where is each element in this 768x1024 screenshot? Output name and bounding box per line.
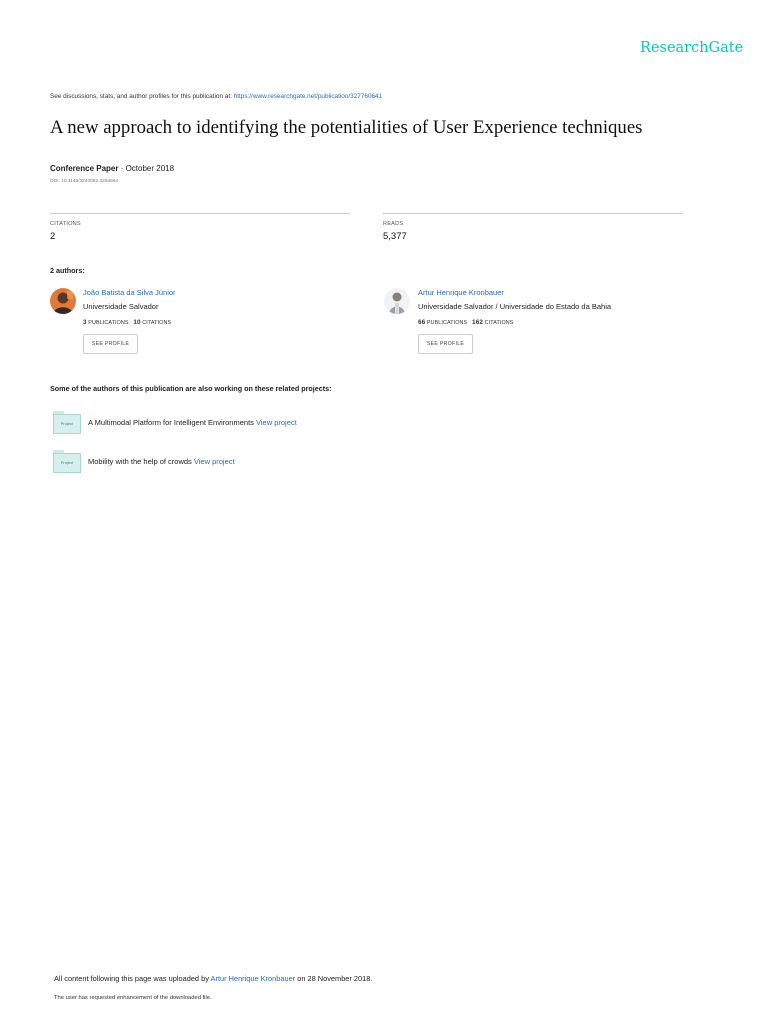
author-1-publications-label: PUBLICATIONS [86,320,129,326]
discussion-notice [50,93,382,100]
author-1-citations-label: CITATIONS [140,320,172,326]
discussion-text: See discussions, stats, and author profiles for this publication at: [50,93,234,100]
project-1-title: A Multimodal Platform for Intelligent Environments [88,418,254,427]
paper-title: A new approach to identifying the potentialities of User Experience techniques [50,117,643,138]
author-2-avatar[interactable] [384,288,410,314]
author-2-stats [418,319,513,326]
author-2-publications-count: 66 [418,319,426,326]
upload-prefix: All content following this page was uploaded by [54,974,211,983]
author-2-citations-label: CITATIONS [483,320,514,326]
project-icon-label: Project [60,421,74,426]
author-2-citations-count: 162 [472,319,484,326]
project-folder-icon[interactable] [51,411,82,435]
enhancement-note: The user has requested enhancement of the downloaded file. [54,995,212,1001]
citations-value: 2 [50,231,56,242]
reads-value: 5,377 [383,231,407,242]
author-1-stats [83,319,171,326]
project-2-item [88,457,235,466]
publication-url-link[interactable]: https://www.researchgate.net/publication/327760641 [233,93,383,100]
project-icon-label: Project [60,460,74,465]
author-1-citations-count: 10 [133,319,141,326]
author-2-publications-label: PUBLICATIONS [425,320,468,326]
author-1-name-link[interactable]: João Batista da Silva Júnior [83,288,176,297]
project-2-title: Mobility with the help of crowds [88,457,192,466]
author-1-institution: Universidade Salvador [83,302,159,311]
researchgate-logo[interactable]: ResearchGate [640,40,744,56]
publication-type-label: Conference Paper [50,164,119,173]
project-2-view-link[interactable]: View project [193,457,235,466]
upload-notice [54,974,372,983]
author-1-publications-count: 3 [83,319,87,326]
doi-text: DOI: 10.1145/3243082.3264664 [50,179,119,184]
author-2-institution: Universidade Salvador / Universidade do Estado da Bahia [418,302,612,311]
publication-date: · October 2018 [118,164,175,173]
citations-label: CITATIONS [50,221,81,227]
author-2-name-link[interactable]: Artur Henrique Kronbauer [418,288,504,297]
author-1-see-profile-button[interactable]: SEE PROFILE [83,334,138,354]
author-1-avatar[interactable] [50,288,76,314]
authors-heading: 2 authors: [50,266,85,275]
publication-type [50,164,174,173]
reads-divider [383,213,683,214]
reads-label: READS [383,221,404,227]
project-1-item [88,418,297,427]
author-2-see-profile-button[interactable]: SEE PROFILE [418,334,473,354]
upload-suffix: on 28 November 2018. [295,974,373,983]
citations-divider [50,213,350,214]
related-projects-heading: Some of the authors of this publication are also working on these related projects: [50,384,332,393]
project-folder-icon[interactable] [51,450,82,474]
project-1-view-link[interactable]: View project [256,418,297,427]
uploader-link[interactable]: Artur Henrique Kronbauer [210,974,296,983]
